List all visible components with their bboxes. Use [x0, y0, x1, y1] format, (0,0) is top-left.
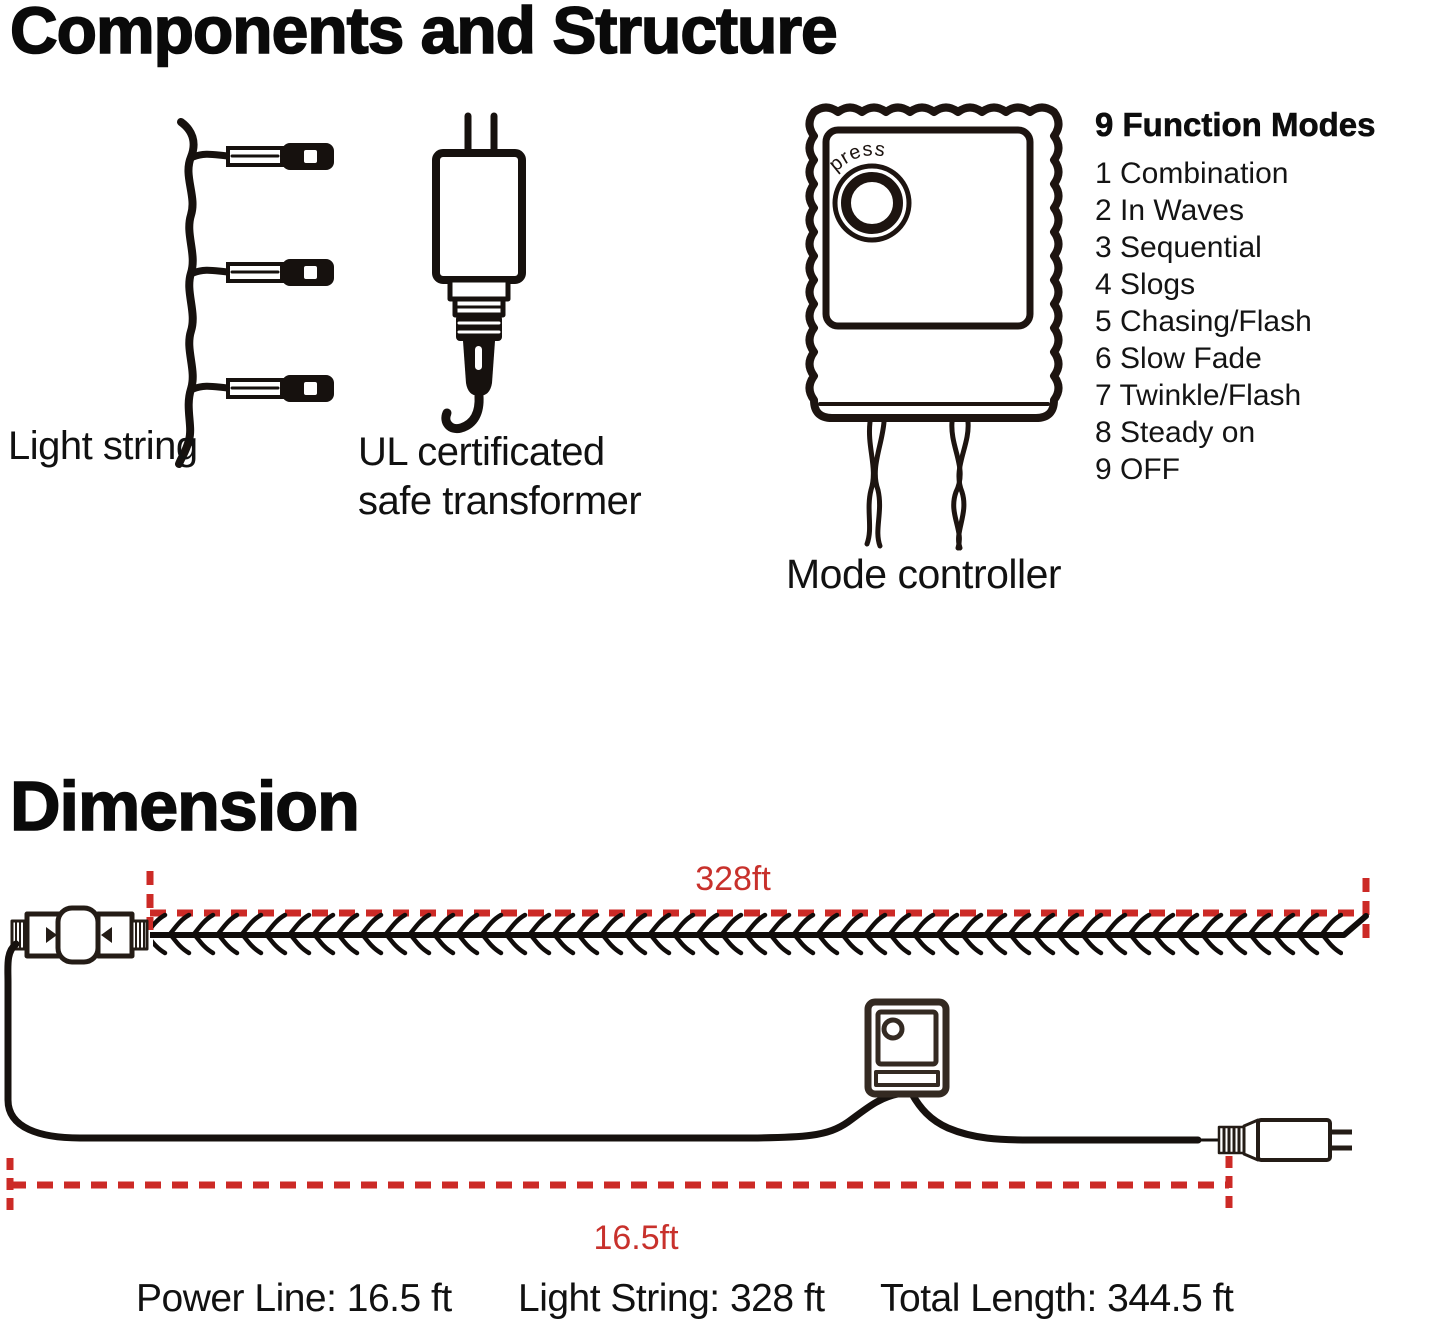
bulb-branch: [193, 143, 334, 170]
light-string-wire: [179, 122, 194, 464]
adapter-body: [436, 153, 522, 280]
string-connector: [12, 908, 147, 962]
mode-item: 3 Sequential: [1095, 231, 1262, 264]
summary-light-string: Light String: 328 ft: [518, 1277, 825, 1320]
transformer-label-line2: safe transformer: [358, 479, 642, 523]
summary-power-line: Power Line: 16.5 ft: [136, 1277, 452, 1320]
bulb-branch: [193, 259, 334, 286]
mode-item: 6 Slow Fade: [1095, 342, 1262, 375]
cord-hook: [446, 396, 479, 429]
mode-item: 8 Steady on: [1095, 416, 1256, 449]
mode-item: 5 Chasing/Flash: [1095, 305, 1312, 338]
press-label: press: [824, 138, 888, 176]
dimension-title: Dimension: [10, 767, 359, 845]
components-structure-title: Components and Structure: [10, 0, 837, 67]
mode-item: 1 Combination: [1095, 157, 1289, 190]
power-line-length-label: 16.5ft: [593, 1219, 679, 1257]
transformer-label-line1: UL certificated: [358, 430, 605, 474]
mode-item: 7 Twinkle/Flash: [1095, 379, 1302, 412]
inline-controller: [868, 1002, 946, 1094]
power-line-wire: [8, 944, 1220, 1140]
function-modes-heading: 9 Function Modes: [1095, 106, 1376, 143]
mode-item: 9 OFF: [1095, 453, 1181, 486]
power-line-measurement: [10, 1156, 1229, 1214]
power-plug: [1219, 1120, 1352, 1160]
connector-ring: [456, 315, 502, 341]
mode-item: 2 In Waves: [1095, 194, 1244, 227]
transformer-drawing: [350, 100, 670, 440]
mode-item: 4 Slogs: [1095, 268, 1196, 301]
light-string-figure: [0, 100, 360, 480]
dimension-diagram: [0, 850, 1445, 1260]
mode-controller-figure: [770, 90, 1100, 570]
light-string-drawing: [0, 100, 360, 480]
bulb-branch: [193, 375, 334, 402]
light-string-length-label: 328ft: [695, 860, 771, 898]
transformer-label: [358, 428, 641, 526]
mode-controller-drawing: [770, 90, 1100, 570]
light-string-label: Light string: [8, 424, 198, 468]
summary-total-length: Total Length: 344.5 ft: [880, 1277, 1234, 1320]
controller-wires: [867, 422, 968, 548]
light-string-lights: [153, 907, 1343, 963]
function-modes-list: [1095, 106, 1445, 488]
summary-row: [0, 1277, 1445, 1322]
dimension-drawing: [0, 850, 1445, 1260]
transformer-figure: [350, 100, 670, 440]
mode-controller-label: Mode controller: [786, 551, 1062, 597]
